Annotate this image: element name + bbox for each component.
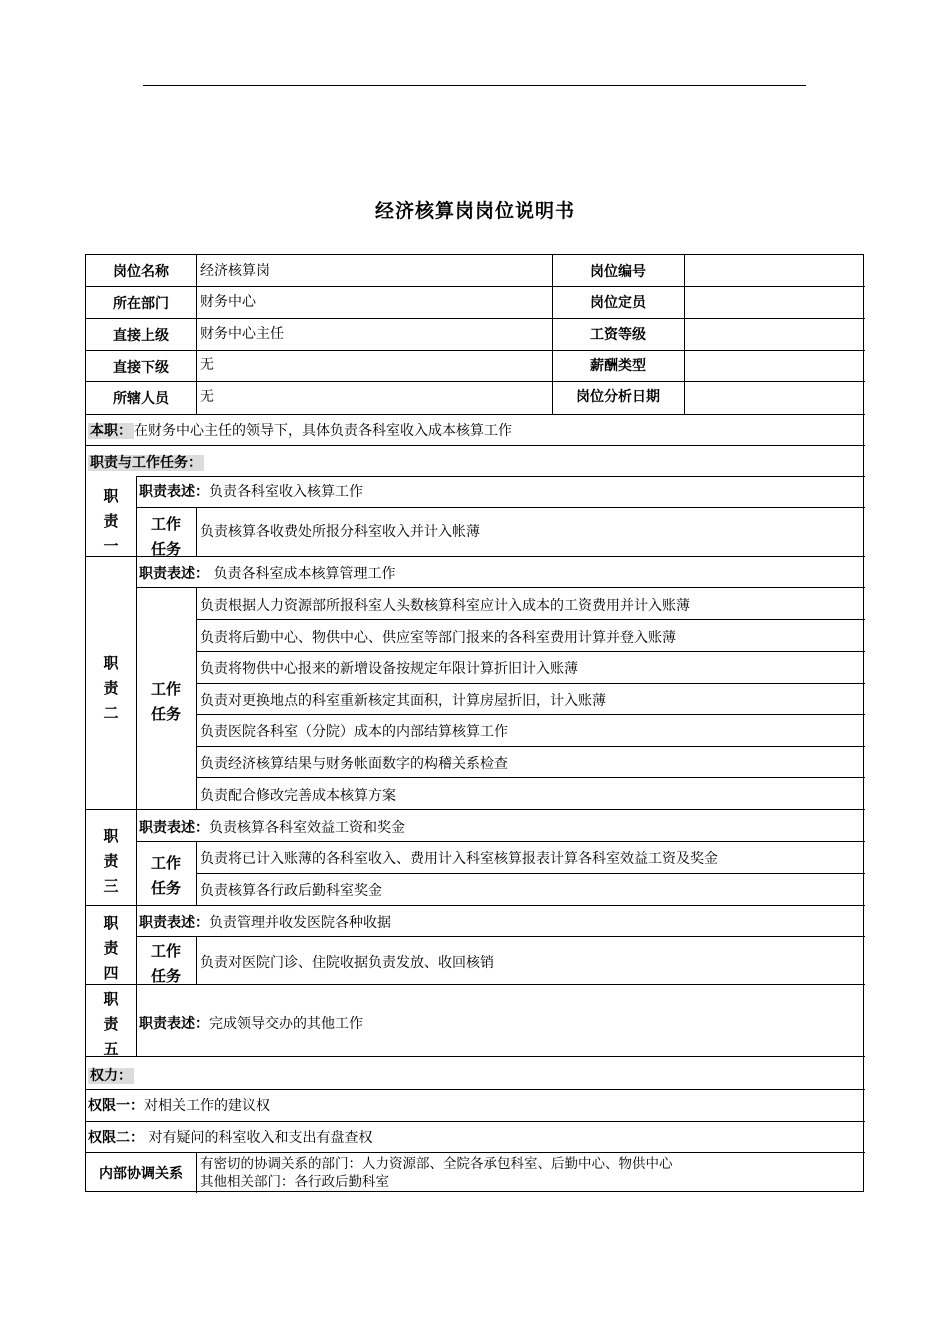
duty-3-title: 职 责 三 [103, 827, 119, 895]
value-subordinate: 无 [200, 357, 214, 373]
duty-1-title: 职 责 一 [103, 487, 119, 555]
label-pay-type: 薪酬类型 [590, 358, 646, 374]
value-post-name: 经济核算岗 [200, 263, 270, 279]
duty-2-task-4: 负责对更换地点的科室重新核定其面积，计算房屋折旧，计入账薄 [200, 693, 606, 709]
duty-4-title: 职 责 四 [103, 914, 119, 982]
duty-2-task-6: 负责经济核算结果与财务帐面数字的构稽关系检查 [200, 756, 508, 772]
duty-2-task-3: 负责将物供中心报来的新增设备按规定年限计算折旧计入账薄 [200, 661, 578, 677]
duty-2-task-1: 负责根据人力资源部所报科室人头数核算科室应计入成本的工资费用并计入账薄 [200, 598, 690, 614]
power-item-1: 权限一：对相关工作的建议权 [88, 1098, 270, 1114]
label-superior: 直接上级 [113, 328, 169, 344]
label-subordinate: 直接下级 [113, 360, 169, 376]
coordination-line-2: 其他相关部门：各行政后勤科室 [200, 1174, 389, 1190]
duty-3-task-label: 工作 任务 [151, 854, 182, 897]
core-duty: 本职： 在财务中心主任的领导下，具体负责各科室收入成本核算工作 [90, 423, 512, 439]
coordination-line-1: 有密切的协调关系的部门：人力资源部、全院各承包科室、后勤中心、物供中心 [200, 1156, 673, 1172]
duty-1-desc: 职责表述：负责各科室收入核算工作 [139, 484, 363, 500]
duty-3-task-2: 负责核算各行政后勤科室奖金 [200, 883, 382, 899]
duty-2-desc: 职责表述： 负责各科室成本核算管理工作 [139, 566, 396, 582]
duty-1-task-1: 负责核算各收费处所报分科室收入并计入帐薄 [200, 524, 480, 540]
label-headcount: 岗位定员 [590, 295, 646, 311]
duty-4-desc: 职责表述：负责管理并收发医院各种收据 [139, 915, 391, 931]
duty-1-task-label: 工作 任务 [151, 515, 182, 558]
value-superior: 财务中心主任 [200, 326, 284, 342]
label-salary-grade: 工资等级 [590, 327, 646, 343]
header-rule [143, 85, 806, 86]
power-header: 权力： [90, 1068, 132, 1084]
label-analysis-date: 岗位分析日期 [576, 389, 660, 405]
label-post-name: 岗位名称 [113, 264, 169, 280]
duty-3-desc: 职责表述：负责核算各科室效益工资和奖金 [139, 820, 405, 836]
duty-4-task-label: 工作 任务 [151, 942, 182, 985]
duty-2-task-2: 负责将后勤中心、物供中心、供应室等部门报来的各科室费用计算并登入账薄 [200, 630, 676, 646]
page-title: 经济核算岗岗位说明书 [374, 200, 575, 222]
value-staff: 无 [200, 389, 214, 405]
power-item-2: 权限二： 对有疑问的科室收入和支出有盘查权 [88, 1130, 373, 1146]
label-department: 所在部门 [113, 296, 169, 312]
duty-5-title: 职 责 五 [103, 990, 119, 1058]
duty-4-task-1: 负责对医院门诊、住院收据负责发放、收回核销 [200, 955, 494, 971]
duty-2-task-5: 负责医院各科室（分院）成本的内部结算核算工作 [200, 724, 508, 740]
coordination-label: 内部协调关系 [99, 1166, 183, 1182]
duty-3-task-1: 负责将已计入账薄的各科室收入、费用计入科室核算报表计算各科室效益工资及奖金 [200, 851, 718, 867]
value-department: 财务中心 [200, 294, 256, 310]
label-staff: 所辖人员 [113, 391, 169, 407]
duty-5-desc: 职责表述：完成领导交办的其他工作 [139, 1016, 363, 1032]
label-post-number: 岗位编号 [590, 264, 646, 280]
duty-2-task-7: 负责配合修改完善成本核算方案 [200, 788, 396, 804]
duty-2-title: 职 责 二 [103, 654, 119, 722]
duty-2-task-label: 工作 任务 [151, 680, 182, 723]
job-description-table [85, 254, 864, 1192]
duties-header: 职责与工作任务： [90, 455, 202, 471]
